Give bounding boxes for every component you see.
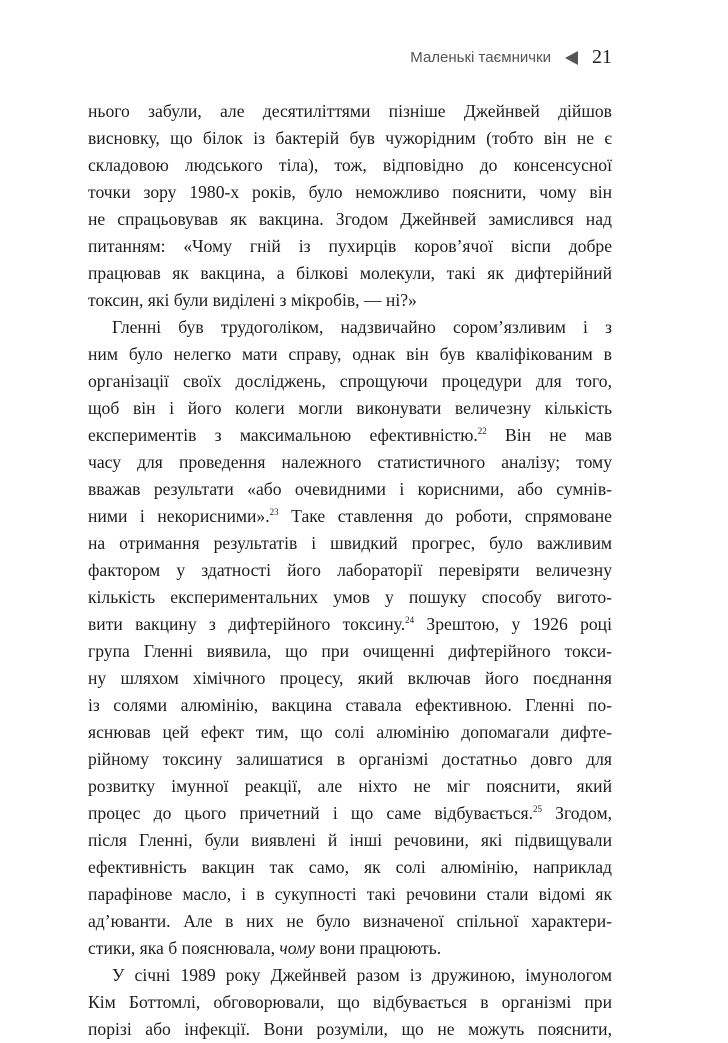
- text-line: організації своїх досліджень, спрощуючи процедури для того,: [88, 371, 612, 391]
- text-line: після Гленні, були виявлені й інші речовини, які підвищували: [88, 830, 612, 850]
- text-line: У січні 1989 року Джейнвей разом із дружиною, імунологом: [112, 965, 612, 985]
- text-line: вважав результати «або очевидними і корисними, або сумнів-: [88, 479, 612, 499]
- text-line: процес до цього причетний і що саме відбувається.$^{25}$ Згодом,: [88, 803, 612, 823]
- body-text: [88, 98, 612, 1043]
- triangle-left-icon: [565, 51, 578, 65]
- text-line: кількість експериментальних умов у пошуку способу вигото-: [88, 587, 612, 607]
- footnote-ref: 24: [405, 615, 415, 626]
- text-line: питанням: «Чому гній із пухирців коров’ячої віспи добре: [88, 236, 612, 256]
- text-line: порізі або інфекції. Вони розуміли, що не можуть пояснити,: [88, 1019, 612, 1039]
- text-line: ними і некорисними».$^{23}$ Таке ставлення до роботи, спрямоване: [88, 506, 612, 526]
- text-line: із солями алюмінію, вакцина ставала ефективною. Гленні по-: [88, 695, 612, 715]
- text-line: рійному токсину залишатися в організмі достатньо довго для: [88, 749, 612, 769]
- text-line: складовою людського тіла), тож, відповідно до консенсусної: [88, 155, 612, 175]
- emphasis-word: чому: [279, 938, 315, 958]
- text-line: стики, яка б пояснювала, чому вони працюють.: [88, 938, 442, 958]
- page-number: 21: [592, 46, 612, 68]
- text-line: працював як вакцина, а білкові молекули, такі як дифтерійний: [88, 263, 612, 283]
- text-line: ефективність вакцин так само, як солі алюмінію, наприклад: [88, 857, 612, 877]
- text-line: Кім Боттомлі, обговорювали, що відбувається в організмі при: [88, 992, 612, 1012]
- footnote-ref: 22: [477, 426, 487, 437]
- text-line: на отримання результатів і швидкий прогрес, було важливим: [88, 533, 612, 553]
- text-line: ним було нелегко мати справу, однак він був кваліфікованим в: [88, 344, 612, 364]
- footnote-ref: 23: [269, 507, 279, 518]
- text-line: Гленні був трудоголіком, надзвичайно сором’язливим і з: [112, 317, 612, 337]
- text-line: вити вакцину з дифтерійного токсину.$^{24}$ Зрештою, у 1926 році: [88, 614, 612, 634]
- text-line: висновку, що білок із бактерій був чужорідним (тобто він не є: [88, 128, 612, 148]
- footnote-ref: 25: [533, 804, 543, 815]
- text-line: експериментів з максимальною ефективністю.$^{22}$ Він не мав: [88, 425, 612, 445]
- text-line: точки зору 1980-х років, було неможливо пояснити, чому він: [88, 182, 612, 202]
- text-line: парафінове масло, і в сукупності такі речовини стали відомі як: [88, 884, 612, 904]
- text-line: фактором у здатності його лабораторії перевіряти величезну: [88, 560, 612, 580]
- text-line: токсин, які були виділені з мікробів, — ні?»: [88, 290, 417, 310]
- text-line: яснював цей ефект тим, що солі алюмінію допомагали дифте-: [88, 722, 612, 742]
- text-line: часу для проведення належного статистичного аналізу; тому: [88, 452, 612, 472]
- text-line: не спрацьовував як вакцина. Згодом Джейнвей замислився над: [88, 209, 612, 229]
- text-line: розвитку імунної реакції, але ніхто не міг пояснити, який: [88, 776, 612, 796]
- text-line: щоб він і його колеги могли виконувати величезну кількість: [88, 398, 612, 418]
- running-header: [410, 46, 612, 69]
- text-line: нього забули, але десятиліттями пізніше Джейнвей дійшов: [88, 101, 612, 121]
- text-line: ад’юванти. Але в них не було визначеної спільної характери-: [88, 911, 612, 931]
- text-line: група Гленні виявила, що при очищенні дифтерійного токси-: [88, 641, 612, 661]
- running-title: Маленькі таємнички: [410, 49, 551, 66]
- text-line: ну шляхом хімічного процесу, який включав його поєднання: [88, 668, 612, 688]
